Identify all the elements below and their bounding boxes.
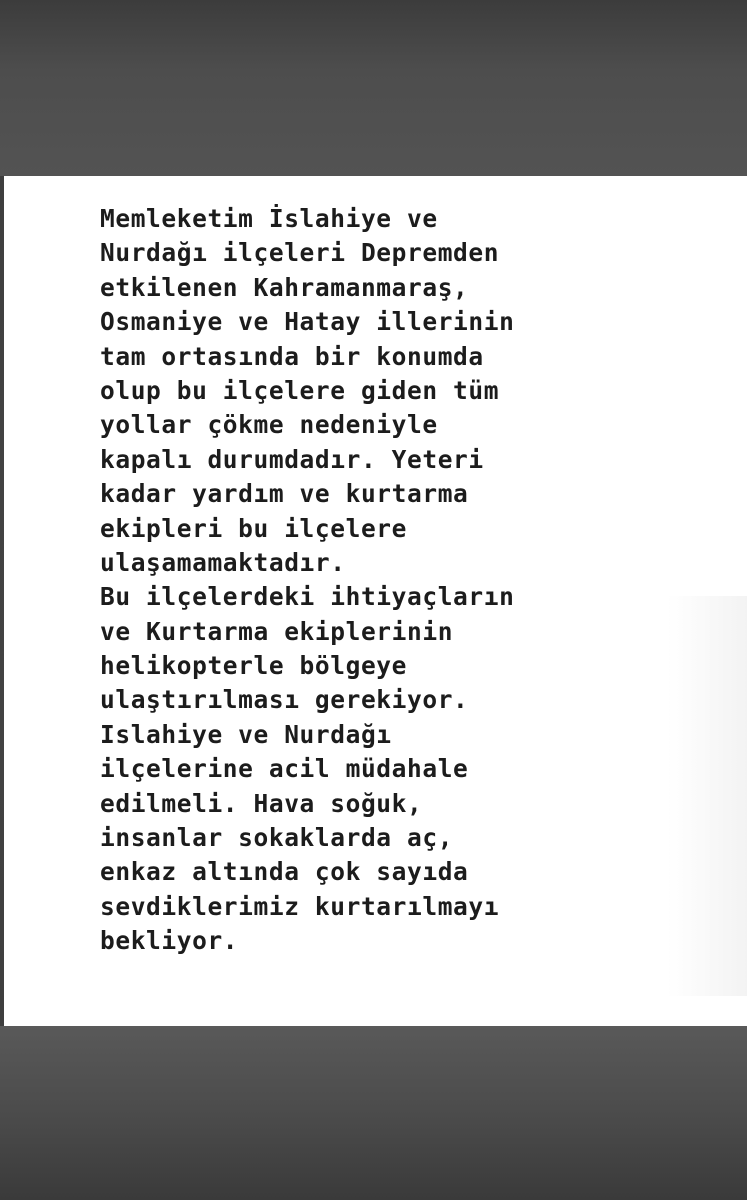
post-text-line: ulaşamamaktadır. xyxy=(100,547,346,577)
post-text-line: enkaz altında çok sayıda xyxy=(100,857,469,887)
post-text-line: tam ortasında bir konumda xyxy=(100,341,484,371)
post-text-line: olup bu ilçelere giden tüm xyxy=(100,375,500,405)
post-text-line: kadar yardım ve kurtarma xyxy=(100,479,469,509)
post-text-line: Islahiye ve Nurdağı xyxy=(100,719,392,749)
post-text-line: insanlar sokaklarda aç, xyxy=(100,823,454,853)
text-post-card xyxy=(4,176,747,1026)
post-text-line: ulaştırılması gerekiyor. xyxy=(100,685,469,715)
post-text-line: ekipleri bu ilçelere xyxy=(100,513,408,543)
post-text-line: yollar çökme nedeniyle xyxy=(100,410,438,440)
post-text-line: Memleketim İslahiye ve xyxy=(100,204,438,233)
post-text-line: sevdiklerimiz kurtarılmayı xyxy=(100,891,500,921)
post-text-line: Nurdağı ilçeleri Depremden xyxy=(100,238,500,268)
post-text-line: kapalı durumdadır. Yeteri xyxy=(100,444,484,474)
post-text-line: Bu ilçelerdeki ihtiyaçların xyxy=(100,582,515,612)
post-text-line: ve Kurtarma ekiplerinin xyxy=(100,616,454,646)
blurred-background-bottom xyxy=(0,1026,747,1200)
post-text-body xyxy=(100,202,700,959)
post-text-line: Osmaniye ve Hatay illerinin xyxy=(100,307,515,337)
post-text-line: edilmeli. Hava soğuk, xyxy=(100,788,423,818)
blurred-background-top xyxy=(0,0,747,176)
post-text-line: ilçelerine acil müdahale xyxy=(100,754,469,784)
post-text-line: bekliyor. xyxy=(100,926,239,956)
post-text-line: etkilenen Kahramanmaraş, xyxy=(100,272,469,302)
post-text-line: helikopterle bölgeye xyxy=(100,651,408,681)
